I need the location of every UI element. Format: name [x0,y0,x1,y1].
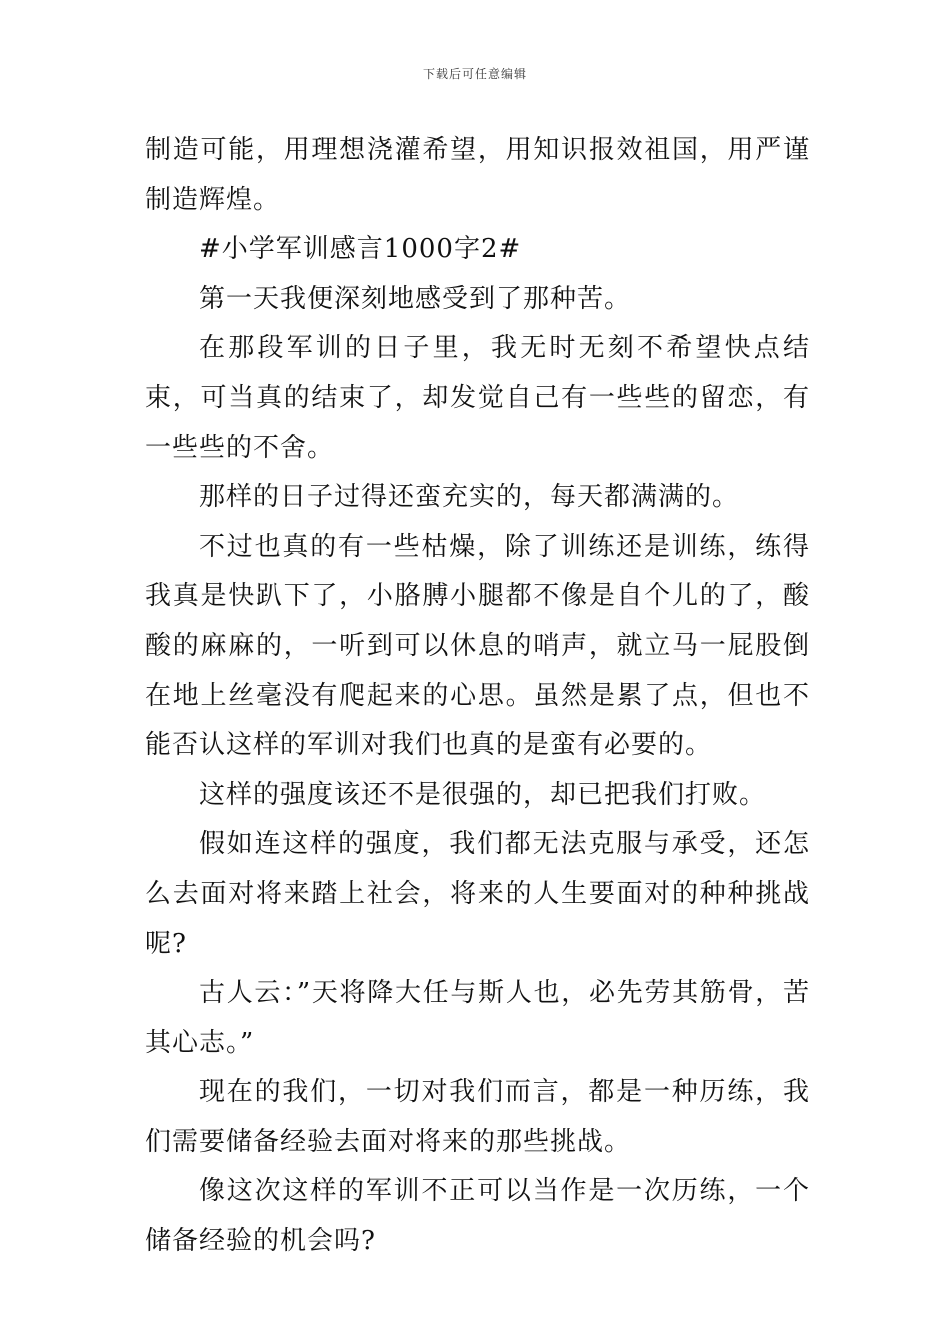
paragraph-9: 现在的我们，一切对我们而言，都是一种历练，我们需要储备经验去面对将来的那些挑战。 [145,1077,810,1157]
paragraph-8: 古人云：”天将降大任与斯人也，必先劳其筋骨，苦其心志。” [145,978,810,1058]
document-body [145,126,810,1267]
paragraph-3: 在那段军训的日子里，我无时无刻不希望快点结束，可当真的结束了，却发觉自己有一些些的留恋，有一些些的不舍。 [145,333,810,463]
paragraph-7: 假如连这样的强度，我们都无法克服与承受，还怎么去面对将来踏上社会，将来的人生要面对的种种挑战呢? [145,829,810,959]
section-heading: #小学军训感言1000字2# [199,234,522,265]
paragraph-2: 第一天我便深刻地感受到了那种苦。 [199,283,632,314]
paragraph-5: 不过也真的有一些枯燥，除了训练还是训练，练得我真是快趴下了，小胳膊小腿都不像是自个儿的了，酸酸的麻麻的，一听到可以休息的哨声，就立马一屁股倒在地上丝毫没有爬起来的心思。虽然是累了点，但也不能否认这样的军训对我们也真的是蛮有必要的。 [145,531,810,761]
header-note: 下载后可任意编辑 [422,67,527,81]
paragraph-1: 制造可能，用理想浇灌希望，用知识报效祖国，用严谨制造辉煌。 [145,135,810,215]
paragraph-4: 那样的日子过得还蛮充实的，每天都满满的。 [199,482,740,513]
paragraph-10: 像这次这样的军训不正可以当作是一次历练，一个储备经验的机会吗? [145,1176,810,1257]
paragraph-6: 这样的强度该还不是很强的，却已把我们打败。 [199,779,767,810]
